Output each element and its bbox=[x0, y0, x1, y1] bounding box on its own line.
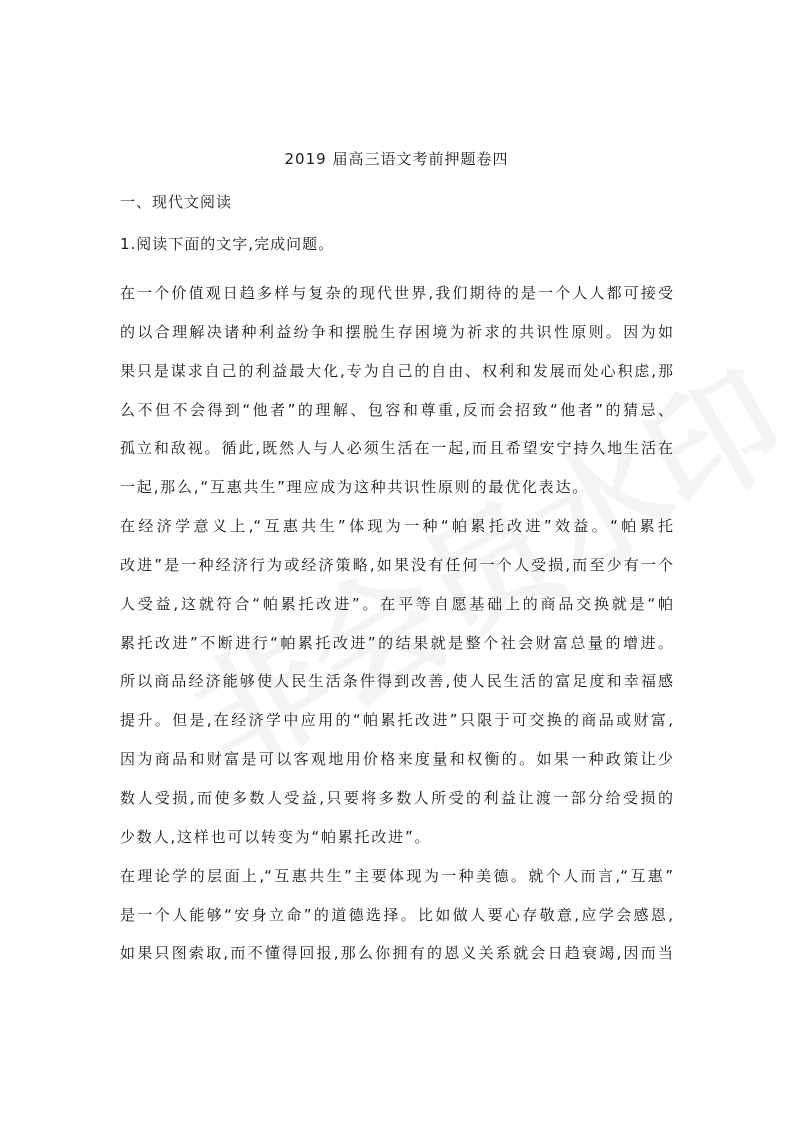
text-line: 一起,那么,“互惠共生”理应成为这种共识性原则的最优化表达。 bbox=[120, 478, 590, 497]
text-line: 所以商品经济能够使人民生活条件得到改善,使人民生活的富足度和幸福感 bbox=[120, 672, 673, 691]
text-line: 改进”是一种经济行为或经济策略,如果没有任何一个人受损,而至少有一个 bbox=[120, 555, 673, 574]
text-line: 的以合理解决诸种利益纷争和摆脱生存困境为祈求的共识性原则。因为如 bbox=[120, 322, 673, 341]
text-line: 么不但不会得到“他者”的理解、包容和尊重,反而会招致“他者”的猜忌、 bbox=[120, 400, 673, 419]
text-line: 人受益,这就符合“帕累托改进”。在平等自愿基础上的商品交换就是“帕 bbox=[120, 594, 673, 613]
text-line: 累托改进”不断进行“帕累托改进”的结果就是整个社会财富总量的增进。 bbox=[120, 633, 673, 652]
document-title: 2019 届高三语文考前押题卷四 bbox=[284, 150, 509, 168]
text-line: 少数人,这样也可以转变为“帕累托改进”。 bbox=[120, 827, 432, 846]
text-line: 提升。但是,在经济学中应用的“帕累托改进”只限于可交换的商品或财富, bbox=[120, 711, 673, 730]
text-line: 数人受损,而使多数人受益,只要将多数人所受的利益让渡一部分给受损的 bbox=[120, 788, 673, 807]
text-line: 孤立和敌视。循此,既然人与人必须生活在一起,而且希望安宁持久地生活在 bbox=[120, 439, 673, 458]
question-prompt: 1.阅读下面的文字,完成问题。 bbox=[120, 235, 335, 253]
text-line: 因为商品和财富是可以客观地用价格来度量和权衡的。如果一种政策让少 bbox=[120, 750, 673, 769]
text-line: 在理论学的层面上,“互惠共生”主要体现为一种美德。就个人而言,“互惠” bbox=[120, 866, 673, 885]
text-line: 如果只图索取,而不懂得回报,那么你拥有的恩义关系就会日趋衰竭,因而当 bbox=[120, 944, 673, 963]
section-heading: 一、现代文阅读 bbox=[120, 193, 233, 211]
passage-body bbox=[120, 274, 673, 973]
text-line: 在经济学意义上,“互惠共生”体现为一种“帕累托改进”效益。“帕累托 bbox=[120, 517, 673, 536]
text-line: 在一个价值观日趋多样与复杂的现代世界,我们期待的是一个人人都可接受 bbox=[120, 284, 673, 302]
text-line: 果只是谋求自己的利益最大化,专为自己的自由、权利和发展而处心积虑,那 bbox=[120, 361, 673, 380]
text-line: 是一个人能够“安身立命”的道德选择。比如做人要心存敬意,应学会感恩, bbox=[120, 905, 673, 924]
